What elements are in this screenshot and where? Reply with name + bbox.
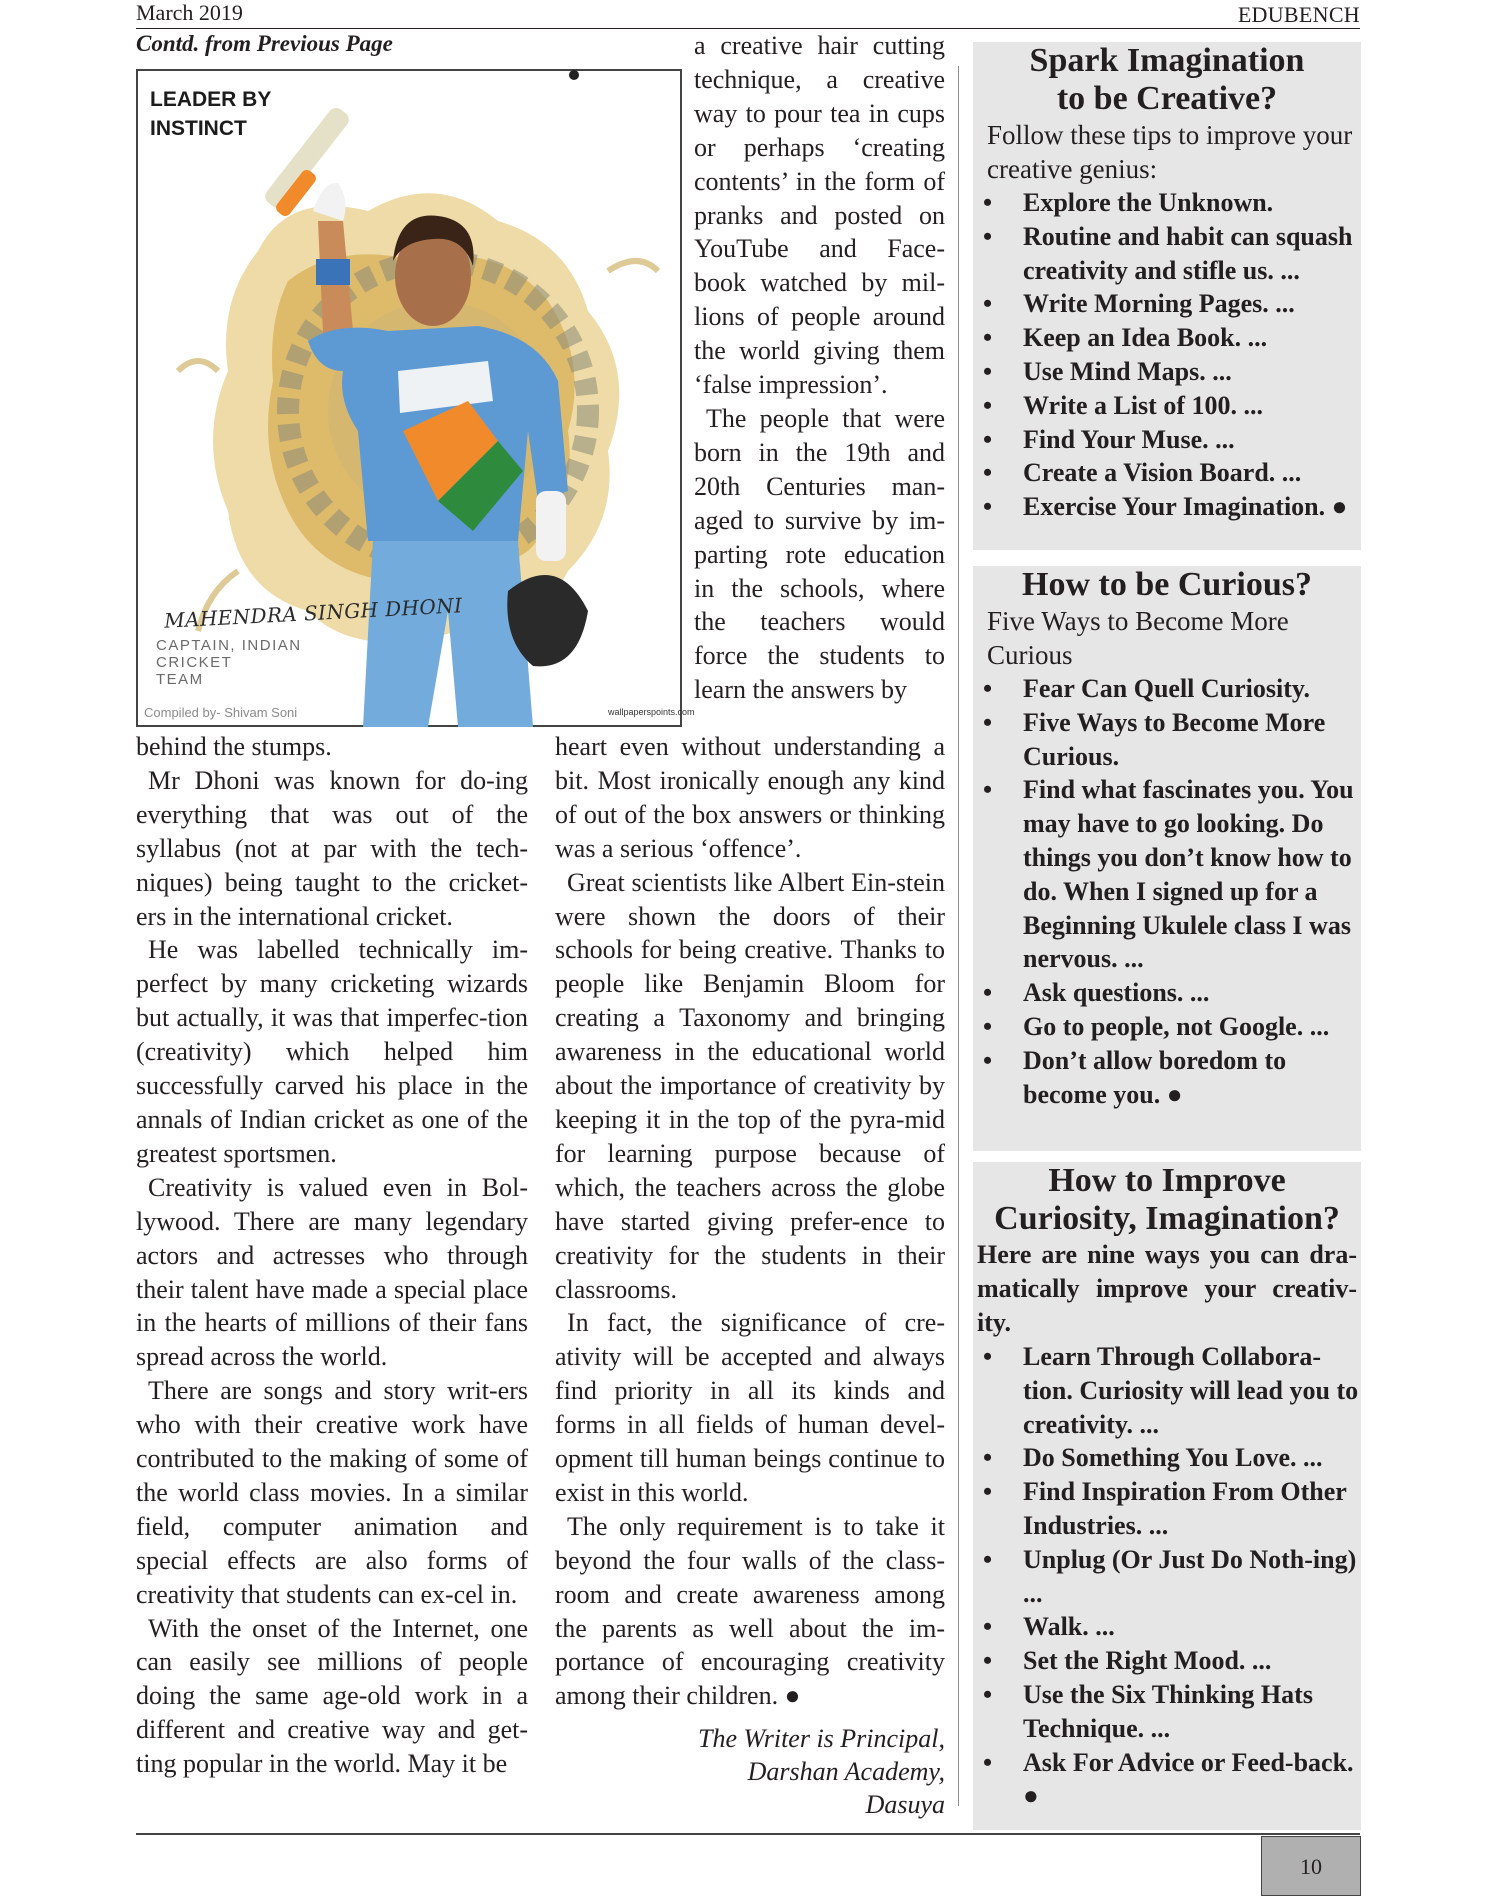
list-item: • Ask For Advice or Feed-back. ● [973,1746,1361,1814]
issue-date: March 2019 [136,0,243,25]
byline-line: Darshan Academy, [747,1757,945,1786]
author-byline [555,1722,945,1821]
paragraph: There are songs and story writ-ers who with their creative work have contributed to the making of some of the world class movies. In a similar field, computer animation and special effects are also forms of creativity that students can ex-cel in. [136,1376,528,1609]
list-item: • Routine and habit can squash creativity and stifle us. ... [973,220,1361,288]
continued-note: Contd. from Previous Page [136,31,393,56]
photo-artwork [138,71,684,729]
box-intro: Five Ways to Become More Curious [987,606,1289,670]
list-item: • Unplug (Or Just Do Noth-ing) ... [973,1543,1361,1611]
list-item: • Five Ways to Become More Curious. [973,706,1361,774]
list-item: • Ask questions. ... [973,976,1361,1010]
list-item: • Explore the Unknown. [973,186,1361,220]
tips-list [973,1340,1361,1813]
list-item: • Write a List of 100. ... [973,389,1361,423]
poster-title [150,85,271,143]
box-title-line: Curiosity, Imagination? [994,1200,1340,1237]
column-divider [958,66,959,1806]
tips-list [973,672,1361,1111]
paragraph: With the onset of the Internet, one can easily see millions of people doing the same age-old work in a different and creative way and get-ting popular in the world. May it be [136,1613,528,1779]
box-title-line: Spark Imagination [1029,42,1305,79]
paragraph: The only requirement is to take it beyond the four walls of the class-room and create awareness among the parents as well about the im-portance of encouraging creativity among their children. ● [555,1511,945,1711]
paragraph: The people that were born in the 19th and 20th Centuries man-aged to survive by im-parting rote education in the schools, where the teachers would force the students to learn the answers by [694,403,945,705]
box-title [973,42,1361,118]
poster-title-line2: INSTINCT [150,117,247,140]
poster-caption-line1: CAPTAIN, INDIAN CRICKET [156,637,302,671]
list-item: • Set the Right Mood. ... [973,1644,1361,1678]
list-item: • Walk. ... [973,1610,1361,1644]
list-item: • Go to people, not Google. ... [973,1010,1361,1044]
poster-caption-line2: TEAM [156,671,204,688]
list-item: • Use the Six Thinking Hats Technique. ... [973,1678,1361,1746]
sidebar-box-improve-curiosity [973,1162,1361,1830]
dhoni-photo [136,69,695,727]
page-number: 10 [1261,1836,1361,1896]
list-item: • Find what fascinates you. You may have to go looking. Do things you don’t know how to do. When I signed up for a Beginning Ukulele class I was nervous. ... [973,773,1361,976]
list-item: • Find Inspiration From Other Industries. ... [973,1475,1361,1543]
box-title-line: to be Creative? [1056,80,1278,117]
list-item: • Don’t allow boredom to become you. ● [973,1044,1361,1112]
list-item: • Fear Can Quell Curiosity. [973,672,1361,706]
paragraph: Great scientists like Albert Ein-stein were shown the doors of their schools for being creative. Thanks to people like Benjamin Bloom for creating a Taxonomy and bringing awareness in the educational world about the importance of creativity by keeping it in the top of the pyra-mid for learning purpose because of which, the teachers across the globe have started giving prefer-ence to creativity for the students in their classrooms. [555,867,945,1304]
poster-credit: Compiled by- Shivam Soni [144,705,298,720]
list-item: • Find Your Muse. ... [973,423,1361,457]
byline-line: The Writer is Principal, [698,1724,945,1753]
paragraph: In fact, the significance of cre-ativity will be accepted and always find priority in all its kinds and forms in all fields of human devel-opment till human beings continue to exist in this world. [555,1308,945,1507]
tips-list [973,186,1361,524]
list-item: • Exercise Your Imagination. ● [973,490,1361,524]
byline-line: Dasuya [865,1790,945,1819]
list-item: • Do Something You Love. ... [973,1441,1361,1475]
publication-name: EDUBENCH [1237,2,1360,27]
paragraph: Creativity is valued even in Bol-lywood. There are many legendary actors and actresses who through their talent have made a special place in the hearts of millions of their fans spread across the world. [136,1172,528,1372]
column-1 [136,730,528,1781]
footer-rule [136,1833,1360,1835]
paragraph: behind the stumps. [136,732,332,761]
sidebar-box-curious [973,566,1361,1151]
box-title-line: How to Improve [1048,1162,1286,1199]
list-item: • Create a Vision Board. ... [973,456,1361,490]
box-intro: Here are nine ways you can dra-matically improve your creativ-ity. [977,1240,1357,1337]
list-item: • Keep an Idea Book. ... [973,321,1361,355]
list-item: • Write Morning Pages. ... [973,287,1361,321]
box-title: How to be Curious? [1022,566,1312,603]
paragraph: Mr Dhoni was known for do-ing everything that was out of the syllabus (not at par with the tech-niques) being taught to the cricket-ers in the international cricket. [136,765,528,931]
poster-caption [156,637,366,688]
paragraph: He was labelled technically im-perfect by many cricketing wizards but actually, it was that imperfec-tion (creativity) which helped him successfully carved his place in the annals of Indian cricket as one of the greatest sportsmen. [136,935,528,1168]
box-title [973,1162,1361,1238]
column-2-bottom [555,730,945,1713]
poster-site: wallpaperspoints.com [608,707,695,717]
list-item: • Use Mind Maps. ... [973,355,1361,389]
poster-title-line1: LEADER BY [150,88,272,111]
sidebar-box-spark-imagination [973,42,1361,550]
box-intro: Follow these tips to improve your creative genius: [987,120,1353,184]
poster-signature: MAHENDRA SINGH DHONI [163,593,463,633]
column-2-top [694,29,945,707]
paragraph: a creative hair cutting technique, a creative way to pour tea in cups or perhaps ‘creating contents’ in the form of pranks and posted on YouTube and Face-book watched by mil-lions of people around the world giving them ‘false impression’. [694,31,945,400]
paragraph: heart even without understanding a bit. Most ironically enough any kind of out of the box answers or thinking was a serious ‘offence’. [555,732,945,863]
list-item: • Learn Through Collabora-tion. Curiosity will lead you to creativity. ... [973,1340,1361,1441]
